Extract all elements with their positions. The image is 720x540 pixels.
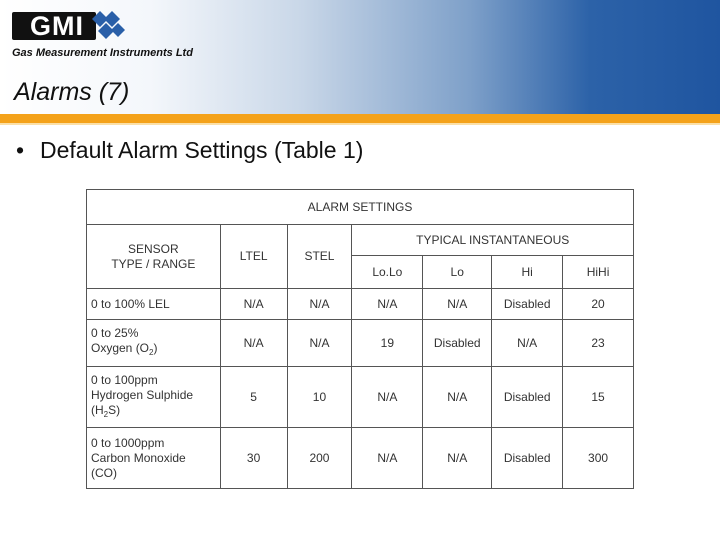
subscript: 2 (103, 409, 109, 419)
stel-header: STEL (287, 225, 352, 289)
lolo-header: Lo.Lo (352, 256, 423, 289)
sensor-line: 0 to 100ppm (91, 372, 158, 387)
sensor-text: ) (153, 341, 158, 355)
sensor-text: S) (108, 402, 121, 417)
sensor-text: Oxygen (O (91, 341, 150, 355)
hihi-header: HiHi (563, 256, 634, 289)
table-row (87, 428, 634, 489)
hihi-cell: 23 (563, 320, 634, 367)
sensor-line: Carbon Monoxide (91, 450, 186, 465)
bullet-symbol: • (16, 137, 25, 163)
table-row (87, 367, 634, 428)
ltel-header: LTEL (220, 225, 287, 289)
sensor-line (91, 341, 216, 360)
hi-cell: N/A (492, 320, 563, 367)
hi-cell: Disabled (492, 289, 563, 320)
table-row (87, 289, 634, 320)
sensor-line: 0 to 100% LEL (91, 296, 170, 311)
sensor-header (87, 225, 221, 289)
table-row (87, 320, 634, 367)
sensor-line (91, 403, 216, 422)
alarm-settings-table (86, 189, 634, 489)
ltel-cell: N/A (220, 320, 287, 367)
lo-cell: Disabled (423, 320, 492, 367)
sensor-cell (87, 367, 221, 428)
sensor-cell (87, 428, 221, 489)
sensor-line: 0 to 1000ppm (91, 435, 165, 450)
sensor-line: (CO) (91, 465, 117, 480)
hihi-cell: 300 (563, 428, 634, 489)
sensor-header-line: TYPE / RANGE (111, 256, 196, 271)
hi-header: Hi (492, 256, 563, 289)
stel-cell: N/A (287, 320, 352, 367)
lo-cell: N/A (423, 289, 492, 320)
sensor-cell (87, 289, 221, 320)
ltel-cell: N/A (220, 289, 287, 320)
hihi-cell: 15 (563, 367, 634, 428)
hi-cell: Disabled (492, 367, 563, 428)
lo-cell: N/A (423, 367, 492, 428)
slide-title: Alarms (7) (14, 78, 130, 106)
sensor-cell (87, 320, 221, 367)
bullet-item (16, 137, 363, 164)
sensor-line: Hydrogen Sulphide (91, 387, 194, 402)
typical-instantaneous-header: TYPICAL INSTANTANEOUS (352, 225, 634, 256)
lolo-cell: N/A (352, 289, 423, 320)
bullet-text: Default Alarm Settings (Table 1) (40, 137, 364, 163)
lo-header: Lo (423, 256, 492, 289)
hi-cell: Disabled (492, 428, 563, 489)
subscript: 2 (149, 348, 154, 357)
sensor-text: (H (91, 402, 104, 417)
stel-cell: 10 (287, 367, 352, 428)
logo-text: GMI (30, 11, 84, 41)
logo-diamond-icon (90, 9, 126, 43)
lolo-cell: 19 (352, 320, 423, 367)
company-name: Gas Measurement Instruments Ltd (12, 47, 193, 59)
stel-cell: 200 (287, 428, 352, 489)
table-title: ALARM SETTINGS (87, 190, 634, 225)
lo-cell: N/A (423, 428, 492, 489)
ltel-cell: 30 (220, 428, 287, 489)
accent-rule-light (0, 123, 720, 125)
stel-cell: N/A (287, 289, 352, 320)
hihi-cell: 20 (563, 289, 634, 320)
sensor-line: 0 to 25% (91, 326, 139, 340)
sensor-header-line: SENSOR (127, 241, 179, 256)
header-banner (0, 0, 720, 114)
accent-rule (0, 114, 720, 123)
lolo-cell: N/A (352, 367, 423, 428)
lolo-cell: N/A (352, 428, 423, 489)
ltel-cell: 5 (220, 367, 287, 428)
